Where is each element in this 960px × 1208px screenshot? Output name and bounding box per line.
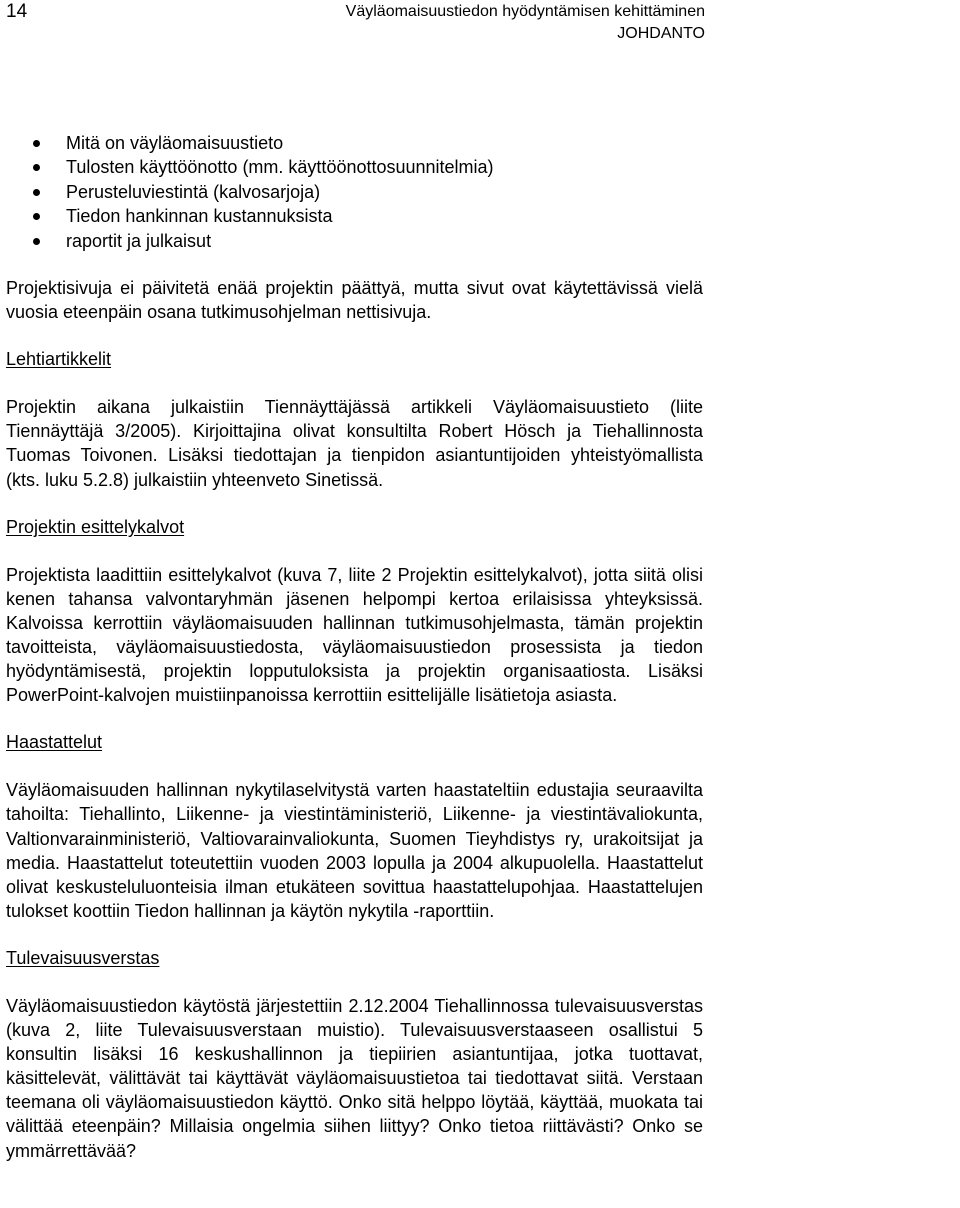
- running-header-title: Väyläomaisuustiedon hyödyntämisen kehittäminen: [345, 3, 705, 20]
- heading-lehtiartikkelit: Lehtiartikkelit: [6, 349, 112, 370]
- page-number: 14: [6, 1, 28, 22]
- heading-esittelykalvot: Projektin esittelykalvot: [6, 516, 185, 537]
- bullet-icon: [33, 189, 40, 196]
- list-item: [6, 180, 703, 204]
- bullet-icon: [33, 238, 40, 245]
- list-item: [6, 229, 703, 253]
- paragraph-projektisivut: Projektisivuja ei päivitetä enää projektin päättyä, mutta sivut ovat käytettävissä vielä vuosia eteenpäin osana tutkimusohjelman nettisivuja.: [6, 277, 703, 323]
- list-item-text: Tulosten käyttöönotto (mm. käyttöönottosuunnitelmia): [66, 157, 494, 178]
- heading-haastattelut: Haastattelut: [6, 732, 103, 753]
- page-content: [6, 131, 703, 1163]
- list-item-text: raportit ja julkaisut: [66, 230, 212, 251]
- list-item: [6, 155, 703, 179]
- heading-tulevaisuusverstas: Tulevaisuusverstas: [6, 947, 160, 968]
- bullet-icon: [33, 213, 40, 220]
- paragraph-lehtiartikkelit: Projektin aikana julkaistiin Tiennäyttäjässä artikkeli Väyläomaisuustieto (liite Tiennäyttäjä 3/2005). Kirjoittajina olivat konsultilta Robert Hösch ja Tiehallinnosta Tuomas Toivonen. Lisäksi tiedottajan ja tienpidon asiantuntijoiden yhteistyömallista (kts. luku 5.2.8) julkaistiin yhteenveto Sinetissä.: [6, 397, 703, 490]
- paragraph-tulevaisuusverstas: Väyläomaisuustiedon käytöstä järjestettiin 2.12.2004 Tiehallinnossa tulevaisuusverstas (kuva 2, liite Tulevaisuusverstaan muistio). Tulevaisuusverstaaseen osallistui 5 konsultin lisäksi 16 keskushallinnon ja tiepiirien asiantuntijaa, jotka tuottavat, käsittelevät, välittävät tai käyttävät väyläomaisuustietoa tai tiedottavat siitä. Verstaan teemana oli väyläomaisuustiedon käyttö. Onko sitä helppo löytää, käyttää, muokata tai välittää eteenpäin? Millaisia ongelmia siihen liittyy? Onko tietoa riittävästi? Onko se ymmärrettävää?: [6, 996, 703, 1161]
- list-item-text: Perusteluviestintä (kalvosarjoja): [66, 181, 321, 202]
- running-header-section: JOHDANTO: [617, 25, 705, 42]
- bullet-list: [6, 131, 703, 253]
- bullet-icon: [33, 140, 40, 147]
- bullet-icon: [33, 164, 40, 171]
- paragraph-haastattelut: Väyläomaisuuden hallinnan nykytilaselvitystä varten haastateltiin edustajia seuraavilta tahoilta: Tiehallinto, Liikenne- ja viestintäministeriö, Liikenne- ja viestintävaliokunta, Valtionvarainministeriö, Valtiovarainvaliokunta, Suomen Tieyhdistys ry, urakoitsijat ja media. Haastattelut toteutettiin vuoden 2003 lopulla ja 2004 alkupuolella. Haastattelut olivat keskusteluluonteisia ilman etukäteen sovittua haastattelupohjaa. Haastattelujen tulokset koottiin Tiedon hallinnan ja käytön nykytila -raporttiin.: [6, 780, 703, 921]
- list-item-text: Mitä on väyläomaisuustieto: [66, 133, 284, 153]
- paragraph-esittelykalvot: Projektista laadittiin esittelykalvot (kuva 7, liite 2 Projektin esittelykalvot), jotta siitä olisi kenen tahansa valvontaryhmän jäsenen helpompi kertoa erilaisissa yhteyksissä. Kalvoissa kerrottiin väyläomaisuuden hallinnan tutkimusohjelmasta, tämän projektin tavoitteista, väyläomaisuustiedosta, väyläomaisuustiedon prosessista ja tiedon hyödyntämisestä, projektin lopputuloksista ja projektin organisaatiosta. Lisäksi PowerPoint-kalvojen muistiinpanoissa kerrottiin esittelijälle lisätietoja asiasta.: [6, 564, 703, 706]
- list-item: [6, 131, 703, 155]
- list-item-text: Tiedon hankinnan kustannuksista: [66, 206, 333, 227]
- list-item: [6, 204, 703, 228]
